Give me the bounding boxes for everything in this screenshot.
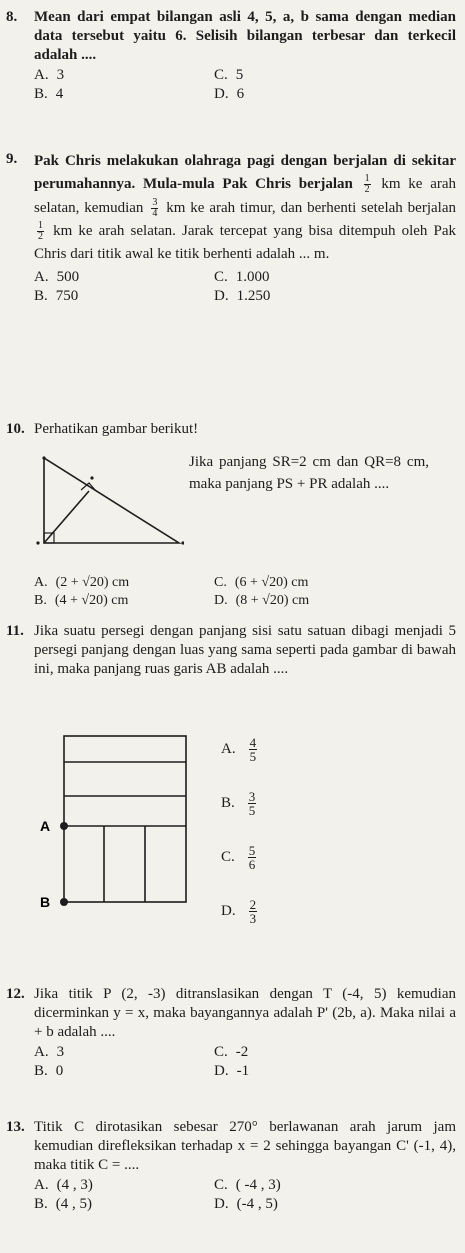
question-stem: Perhatikan gambar berikut! [34,421,199,437]
option-a[interactable]: A. $\frac{4}{5}$ [221,734,257,764]
question-number: 10. [6,421,25,437]
problem-text: Jika panjang SR=2 cm dan QR=8 cm, maka panjang PS + PR adalah .... [189,454,429,492]
option-c[interactable]: C. 1.000 [214,269,270,286]
fraction-one-half: $\frac{1}{2}$ [364,173,370,196]
answer-options [34,268,456,306]
question-stem: Pak Chris melakukan olahraga pagi dengan berjalan di sekitar perumahannya. Mula-mula Pak Chris berjalan $\frac{1}{2}$ km ke arah selatan, kemudian $\frac{3}{4}$ km ke arah timur, dan berhenti setelah berjalan $\frac{1}{2}$ km ke arah selatan. Jarak tercepat yang bisa ditempuh oleh Pak Chris dari titik awal ke titik berhenti adalah ... m. [34,153,457,262]
question-10 [6,420,456,608]
answer-options [34,66,456,104]
question-13 [6,1118,456,1214]
question-12 [6,985,456,1081]
option-c[interactable]: C. ( -4 , 3) [214,1177,281,1194]
question-11 [6,622,456,926]
square-diagram [26,722,196,907]
question-9 [6,150,456,306]
option-b[interactable]: B. (4 + √20) cm [34,592,129,608]
question-number: 8. [6,9,18,25]
triangle-diagram [34,448,184,553]
option-a[interactable]: A. (2 + √20) cm [34,575,130,590]
option-a[interactable]: A. 3 [34,1044,65,1061]
question-stem: Mean dari empat bilangan asli 4, 5, a, b sama dengan median data tersebut yaitu 6. Selisih bilangan terbesar dan terkecil adalah .... [34,9,456,63]
option-c[interactable]: C. (6 + √20) cm [214,575,309,590]
option-d[interactable]: D. (8 + √20) cm [214,592,310,608]
question-8 [6,8,456,104]
option-b[interactable]: B. (4 , 5) [34,1196,93,1212]
option-c[interactable]: C. -2 [214,1044,249,1061]
option-a[interactable]: A. 500 [34,269,80,286]
point-label-a: A [40,818,51,834]
option-b[interactable]: B. 4 [34,86,64,102]
option-c[interactable]: C. $\frac{5}{6}$ [221,842,256,872]
option-d[interactable]: D. -1 [214,1063,250,1079]
question-stem: Titik C dirotasikan sebesar 270° berlawanan arah jarum jam kemudian direfleksikan terhadap x = 2 sehingga bayangan C' (-1, 4), maka titik C = .... [34,1119,456,1173]
option-d[interactable]: D. $\frac{2}{3}$ [221,896,257,926]
option-d[interactable]: D. 6 [214,86,245,102]
point-label-b: B [40,894,51,907]
option-a[interactable]: A. 3 [34,67,65,84]
fraction-one-half: $\frac{1}{2}$ [38,219,43,242]
question-stem: Jika titik P (2, -3) ditranslasikan dengan T (-4, 5) kemudian dicerminkan y = x, maka bayangannya adalah P' (2b, a). Maka nilai a + b adalah .... [34,986,456,1040]
question-number: 9. [6,151,18,167]
option-d[interactable]: D. (-4 , 5) [214,1196,278,1212]
option-b[interactable]: B. 0 [34,1063,64,1079]
question-number: 11. [6,623,24,639]
question-number: 12. [6,986,25,1002]
option-d[interactable]: D. 1.250 [214,288,271,304]
question-number: 13. [6,1119,25,1135]
answer-options [221,722,260,938]
option-b[interactable]: B. 750 [34,288,79,304]
fraction-three-quarters: $\frac{3}{4}$ [152,196,158,219]
option-b[interactable]: B. $\frac{3}{5}$ [221,788,256,818]
answer-options [34,1043,456,1081]
answer-options [34,1176,456,1214]
option-c[interactable]: C. 5 [214,67,244,84]
option-a[interactable]: A. (4 , 3) [34,1177,93,1194]
answer-options [34,574,414,609]
square-figure-block [6,722,456,1002]
question-stem: Jika suatu persegi dengan panjang sisi satu satuan dibagi menjadi 5 persegi panjang dengan luas yang sama seperti pada gambar di bawah ini, maka panjang ruas garis AB adalah .... [34,623,456,677]
